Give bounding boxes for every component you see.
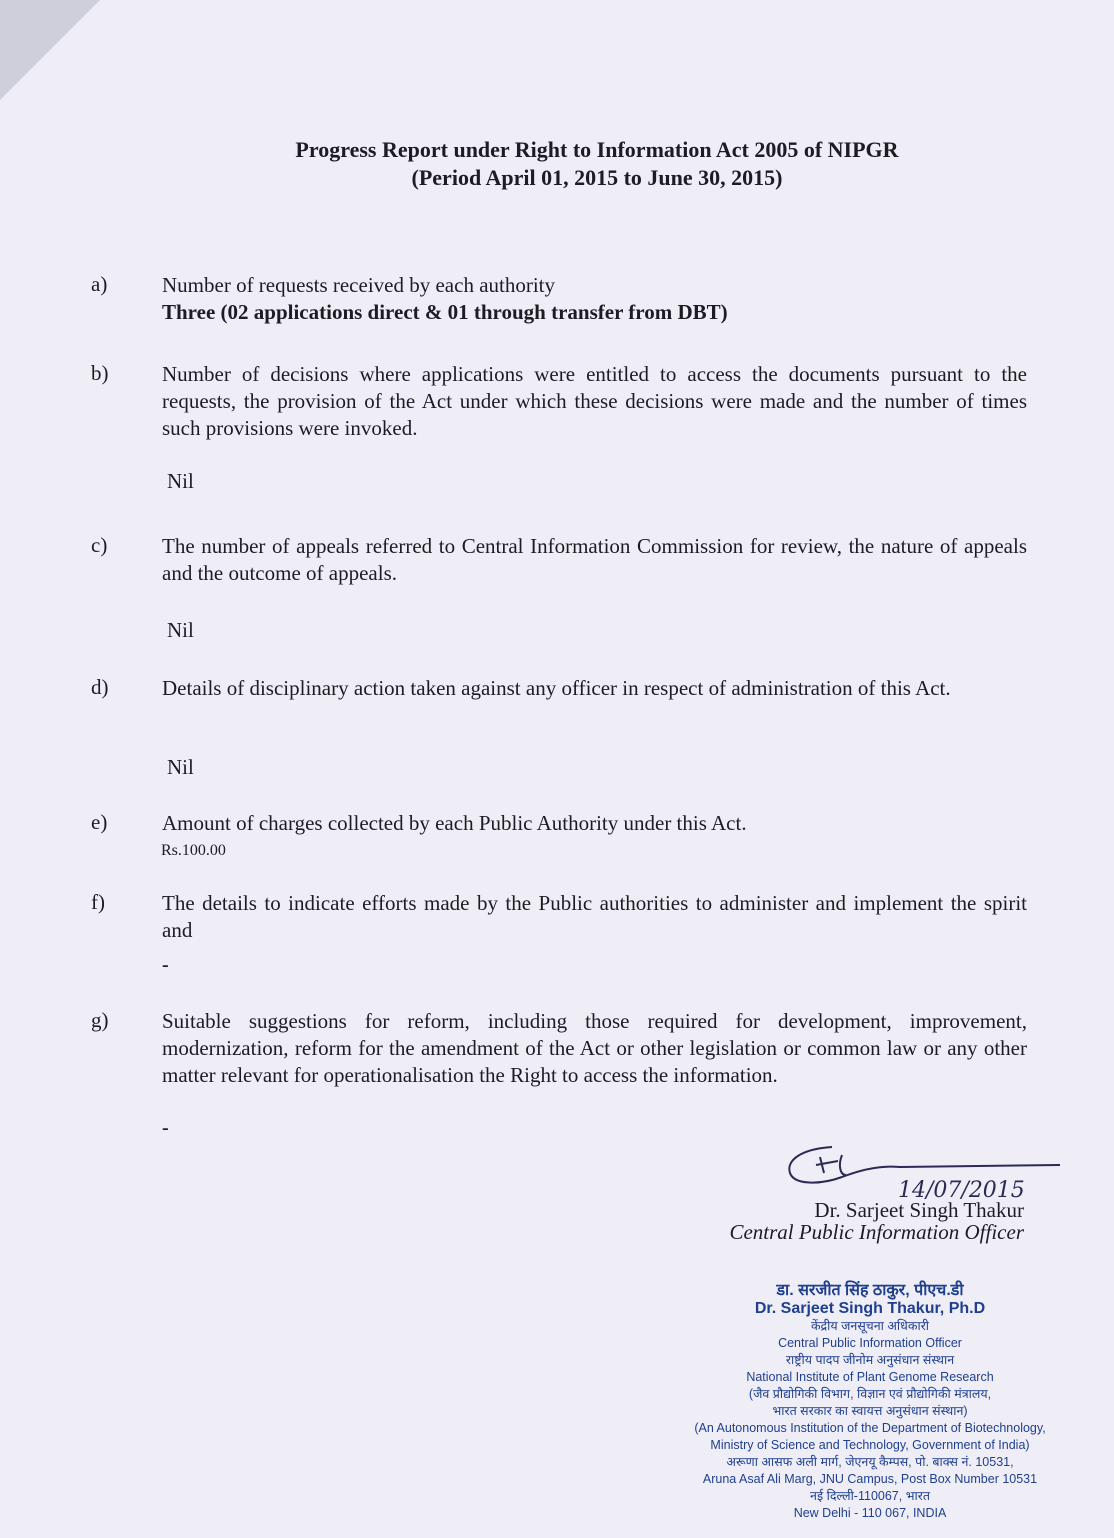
item-marker-d: d) xyxy=(91,675,109,699)
item-text-b: Number of decisions where applications were entitled to access the documents pursuant to the requests, the provision of the Act under which these decisions were made and the number of times such provisions were invoked. xyxy=(162,362,1027,440)
stamp-line: केंद्रीय जनसूचना अधिकारी xyxy=(810,1319,930,1333)
stamp-line: नई दिल्ली-110067, भारत xyxy=(810,1489,930,1503)
item-answer-f: - xyxy=(162,954,169,976)
item-text-g: Suitable suggestions for reform, including those required for development, improvement, modernization, reform for the amendment of the Act or other legislation or common law or any other matter relevant for operationalisation the Right to access the information. xyxy=(162,1009,1027,1087)
stamp-line: भारत सरकार का स्वायत्त अनुसंधान संस्थान) xyxy=(772,1404,968,1418)
item-marker-e: e) xyxy=(91,810,108,834)
item-text-a: Number of requests received by each authority xyxy=(162,273,556,297)
item-marker-a: a) xyxy=(91,272,108,296)
stamp-line: Central Public Information Officer xyxy=(778,1336,962,1350)
signatory-designation: Central Public Information Officer xyxy=(729,1220,1024,1244)
item-text-f: The details to indicate efforts made by the Public authorities to administer and implement the spirit and xyxy=(162,891,1027,942)
item-text-c: The number of appeals referred to Central Information Commission for review, the nature of appeals and the outcome of appeals. xyxy=(162,534,1027,585)
stamp-line: Ministry of Science and Technology, Government of India) xyxy=(710,1438,1030,1452)
signature-date: 14/07/2015 xyxy=(898,1178,1025,1203)
signatory-name: Dr. Sarjeet Singh Thakur xyxy=(814,1198,1024,1222)
stamp-name-hindi: डा. सरजीत सिंह ठाकुर, पीएच.डी xyxy=(776,1282,964,1299)
official-stamp xyxy=(660,1278,1080,1522)
report-period: (Period April 01, 2015 to June 30, 2015) xyxy=(411,165,783,190)
item-answer-e: Rs.100.00 xyxy=(161,842,226,859)
item-answer-c: Nil xyxy=(167,618,194,642)
stamp-line: (जैव प्रौद्योगिकी विभाग, विज्ञान एवं प्रौद्योगिकी मंत्रालय, xyxy=(748,1387,992,1401)
stamp-line: (An Autonomous Institution of the Department of Biotechnology, xyxy=(694,1421,1046,1435)
report-title: Progress Report under Right to Information Act 2005 of NIPGR xyxy=(295,137,899,162)
stamp-line: New Delhi - 110 067, INDIA xyxy=(793,1506,947,1520)
item-marker-g: g) xyxy=(91,1008,109,1032)
stamp-line: Aruna Asaf Ali Marg, JNU Campus, Post Box Number 10531 xyxy=(702,1472,1038,1486)
item-answer-a: Three (02 applications direct & 01 through transfer from DBT) xyxy=(162,300,728,324)
item-marker-f: f) xyxy=(91,890,105,914)
stamp-line: राष्ट्रीय पादप जीनोम अनुसंधान संस्थान xyxy=(785,1353,955,1367)
item-text-d: Details of disciplinary action taken against any officer in respect of administration of this Act. xyxy=(162,676,951,700)
stamp-name-english: Dr. Sarjeet Singh Thakur, Ph.D xyxy=(754,1300,986,1317)
folded-page-corner xyxy=(0,0,100,100)
item-answer-b: Nil xyxy=(167,469,194,493)
item-answer-d: Nil xyxy=(167,755,194,779)
item-text-e: Amount of charges collected by each Public Authority under this Act. xyxy=(162,811,747,835)
stamp-line: National Institute of Plant Genome Research xyxy=(746,1370,994,1384)
stamp-line: अरूणा आसफ अली मार्ग, जेएनयू कैम्पस, पो. बाक्स नं. 10531, xyxy=(726,1455,1014,1469)
item-marker-c: c) xyxy=(91,533,108,557)
item-answer-g: - xyxy=(162,1117,169,1139)
item-marker-b: b) xyxy=(91,361,109,385)
